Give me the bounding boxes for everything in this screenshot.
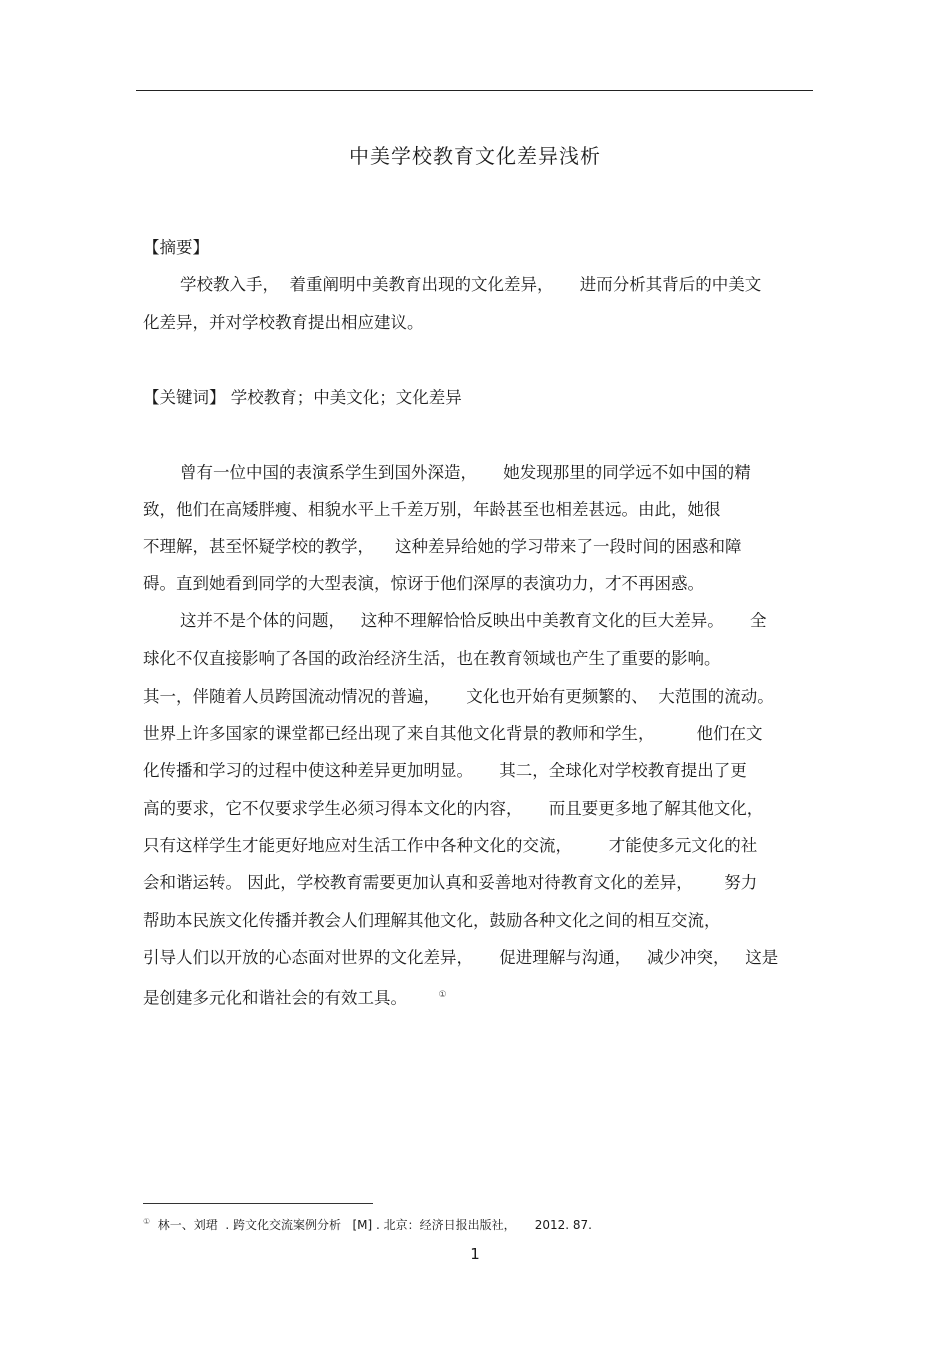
body-line: 这并不是个体的问题， 这种不理解恰恰反映出中美教育文化的巨大差异。 全 [180, 611, 767, 630]
body-line: 不理解，甚至怀疑学校的教学， 这种差异给她的学习带来了一段时间的困惑和障 [143, 537, 742, 556]
header-rule [136, 90, 813, 91]
footnote [143, 1216, 592, 1233]
footnote-rule [143, 1203, 373, 1204]
body-line: 球化不仅直接影响了各国的政治经济生活，也在教育领域也产生了重要的影响。 [143, 649, 721, 668]
body-line-last [143, 984, 447, 1010]
body-line: 其一，伴随着人员跨国流动情况的普遍， 文化也开始有更频繁的、 大范围的流动。 [143, 687, 774, 706]
abstract-line: 化差异，并对学校教育提出相应建议。 [143, 313, 424, 332]
body-line: 只有这样学生才能更好地应对生活工作中各种文化的交流， 才能使多元文化的社 [143, 836, 758, 855]
footnote-mark: ① [143, 1217, 151, 1226]
keywords-label: 【关键词】 [143, 388, 226, 407]
body-line: 化传播和学习的过程中使这种差异更加明显。 其二，全球化对学校教育提出了更 [143, 761, 747, 780]
body-line-text: 是创建多元化和谐社会的有效工具。 [143, 988, 407, 1008]
body-line: 会和谐运转。 因此，学校教育需要更加认真和妥善地对待教育文化的差异， 努力 [143, 873, 758, 892]
body-line: 高的要求，它不仅要求学生必须习得本文化的内容， 而且要更多地了解其他文化， [143, 799, 764, 818]
abstract-line: 学校教入手， 着重阐明中美教育出现的文化差异， 进而分析其背后的中美文 [180, 275, 762, 294]
footnote-reference[interactable]: ① [438, 990, 447, 1000]
body-line: 世界上许多国家的课堂都已经出现了来自其他文化背景的教师和学生， 他们在文 [143, 724, 763, 743]
page-number: 1 [470, 1245, 480, 1263]
body-line: 引导人们以开放的心态面对世界的文化差异， 促进理解与沟通， 减少冲突， 这是 [143, 948, 779, 967]
body-line: 帮助本民族文化传播并教会人们理解其他文化，鼓励各种文化之间的相互交流， [143, 911, 721, 930]
footnote-text: 林一、刘珺 . 跨文化交流案例分析 [M] . 北京：经济日报出版社， 2012. 87. [150, 1218, 592, 1232]
keywords-line [143, 387, 462, 409]
keywords-text: 学校教育；中美文化；文化差异 [225, 388, 462, 407]
abstract-heading: 【摘要】 [143, 238, 209, 257]
page-title: 中美学校教育文化差异浅析 [349, 144, 601, 168]
body-line: 曾有一位中国的表演系学生到国外深造， 她发现那里的同学远不如中国的精 [180, 463, 751, 482]
body-line: 碍。直到她看到同学的大型表演，惊讶于他们深厚的表演功力，才不再困惑。 [143, 574, 704, 593]
body-line: 致，他们在高矮胖瘦、相貌水平上千差万别，年龄甚至也相差甚远。由此，她很 [143, 500, 721, 519]
